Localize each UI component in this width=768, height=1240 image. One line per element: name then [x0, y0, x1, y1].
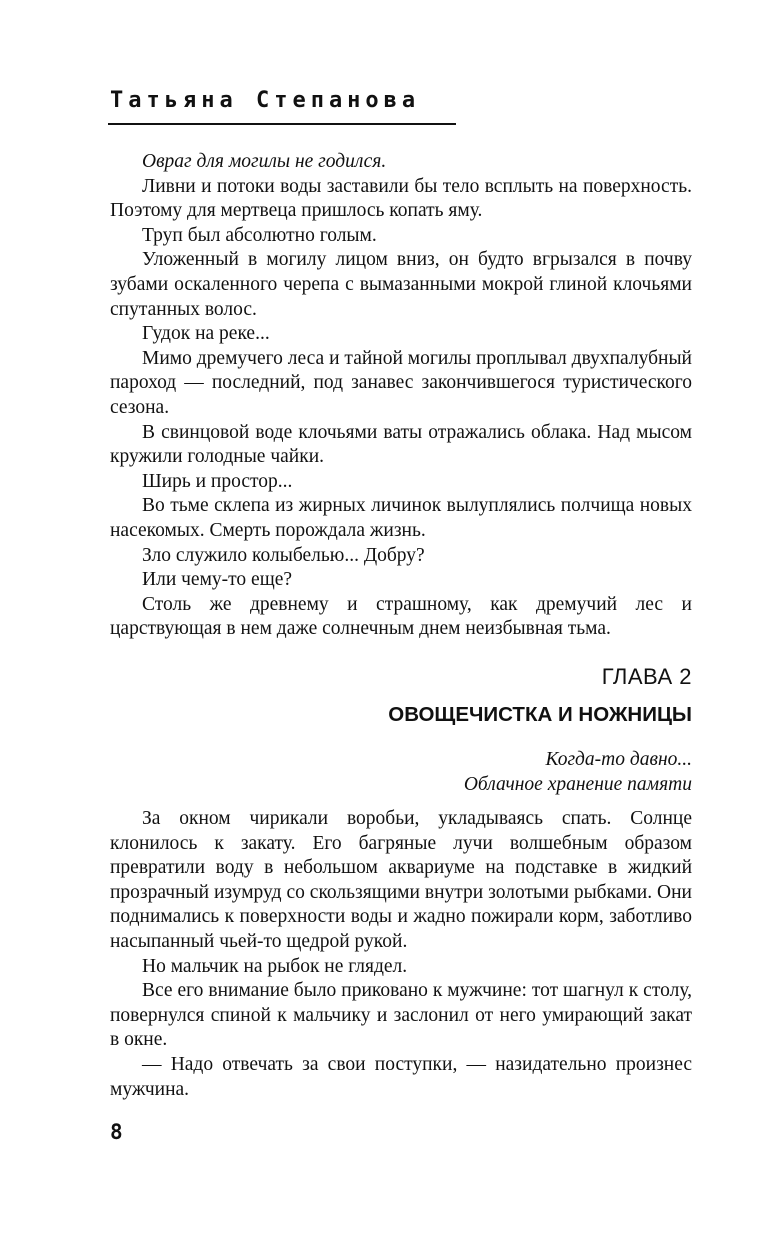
paragraph: Овраг для могилы не годился. [142, 151, 387, 172]
page-number: 8 [110, 1120, 123, 1144]
paragraph: — Надо отвечать за свои поступки, — назидательно произнес мужчина. [110, 1053, 692, 1100]
paragraph: Труп был абсолютно голым. [142, 224, 377, 246]
epigraph-line: Облачное хранение памяти [463, 773, 692, 795]
chapter-number: ГЛАВА 2 [601, 664, 692, 689]
header-rule [108, 123, 456, 125]
paragraph: Во тьме склепа из жирных личинок вылуплялись полчища новых насекомых. Смерть порождала жизнь. [110, 495, 692, 541]
prologue-text [110, 150, 692, 642]
chapter-text [110, 807, 692, 1102]
paragraph: Все его внимание было приковано к мужчине: тот шагнул к столу, повернулся спиной к мальчику и заслонил от него умирающий закат в окне. [110, 980, 692, 1051]
paragraph: Ливни и потоки воды заставили бы тело всплыть на поверхность. Поэтому для мертвеца пришлось копать яму. [110, 175, 692, 222]
paragraph: Зло служило колыбелью... Добру? [142, 544, 425, 566]
paragraph: В свинцовой воде клочьями ваты отражались облака. Над мысом кружили голодные чайки. [110, 421, 692, 468]
chapter-title: ОВОЩЕЧИСТКА И НОЖНИЦЫ [388, 703, 692, 726]
paragraph: Ширь и простор... [142, 470, 293, 492]
paragraph: Или чему-то еще? [142, 569, 293, 591]
paragraph: Уложенный в могилу лицом вниз, он будто вгрызался в почву зубами оскаленного черепа с вымазанными мокрой глиной клочьями спутанных волос. [110, 249, 692, 320]
paragraph: Столь же древнему и страшному, как дремучий лес и царствующая в нем даже солнечным днем неизбывная тьма. [110, 593, 692, 640]
paragraph: Мимо дремучего леса и тайной могилы проплывал двухпалубный пароход — последний, под занавес закончившегося туристического сезона. [110, 347, 692, 418]
paragraph: Гудок на реке... [142, 323, 270, 345]
epigraph-line: Когда-то давно... [545, 749, 692, 770]
paragraph: Но мальчик на рыбок не глядел. [142, 955, 408, 977]
epigraph [464, 748, 692, 797]
running-header-author: Татьяна Степанова [110, 88, 421, 113]
paragraph: За окном чирикали воробьи, укладываясь спать. Солнце клонилось к закату. Его багряные лучи волшебным образом превратили воду в небольшом аквариуме на подставке в жидкий прозрачный изумруд со скользящими внутри золотыми рыбками. Они поднимались к поверхности воды и жадно пожирали корм, заботливо насыпанный чьей-то щедрой рукой. [110, 808, 692, 952]
